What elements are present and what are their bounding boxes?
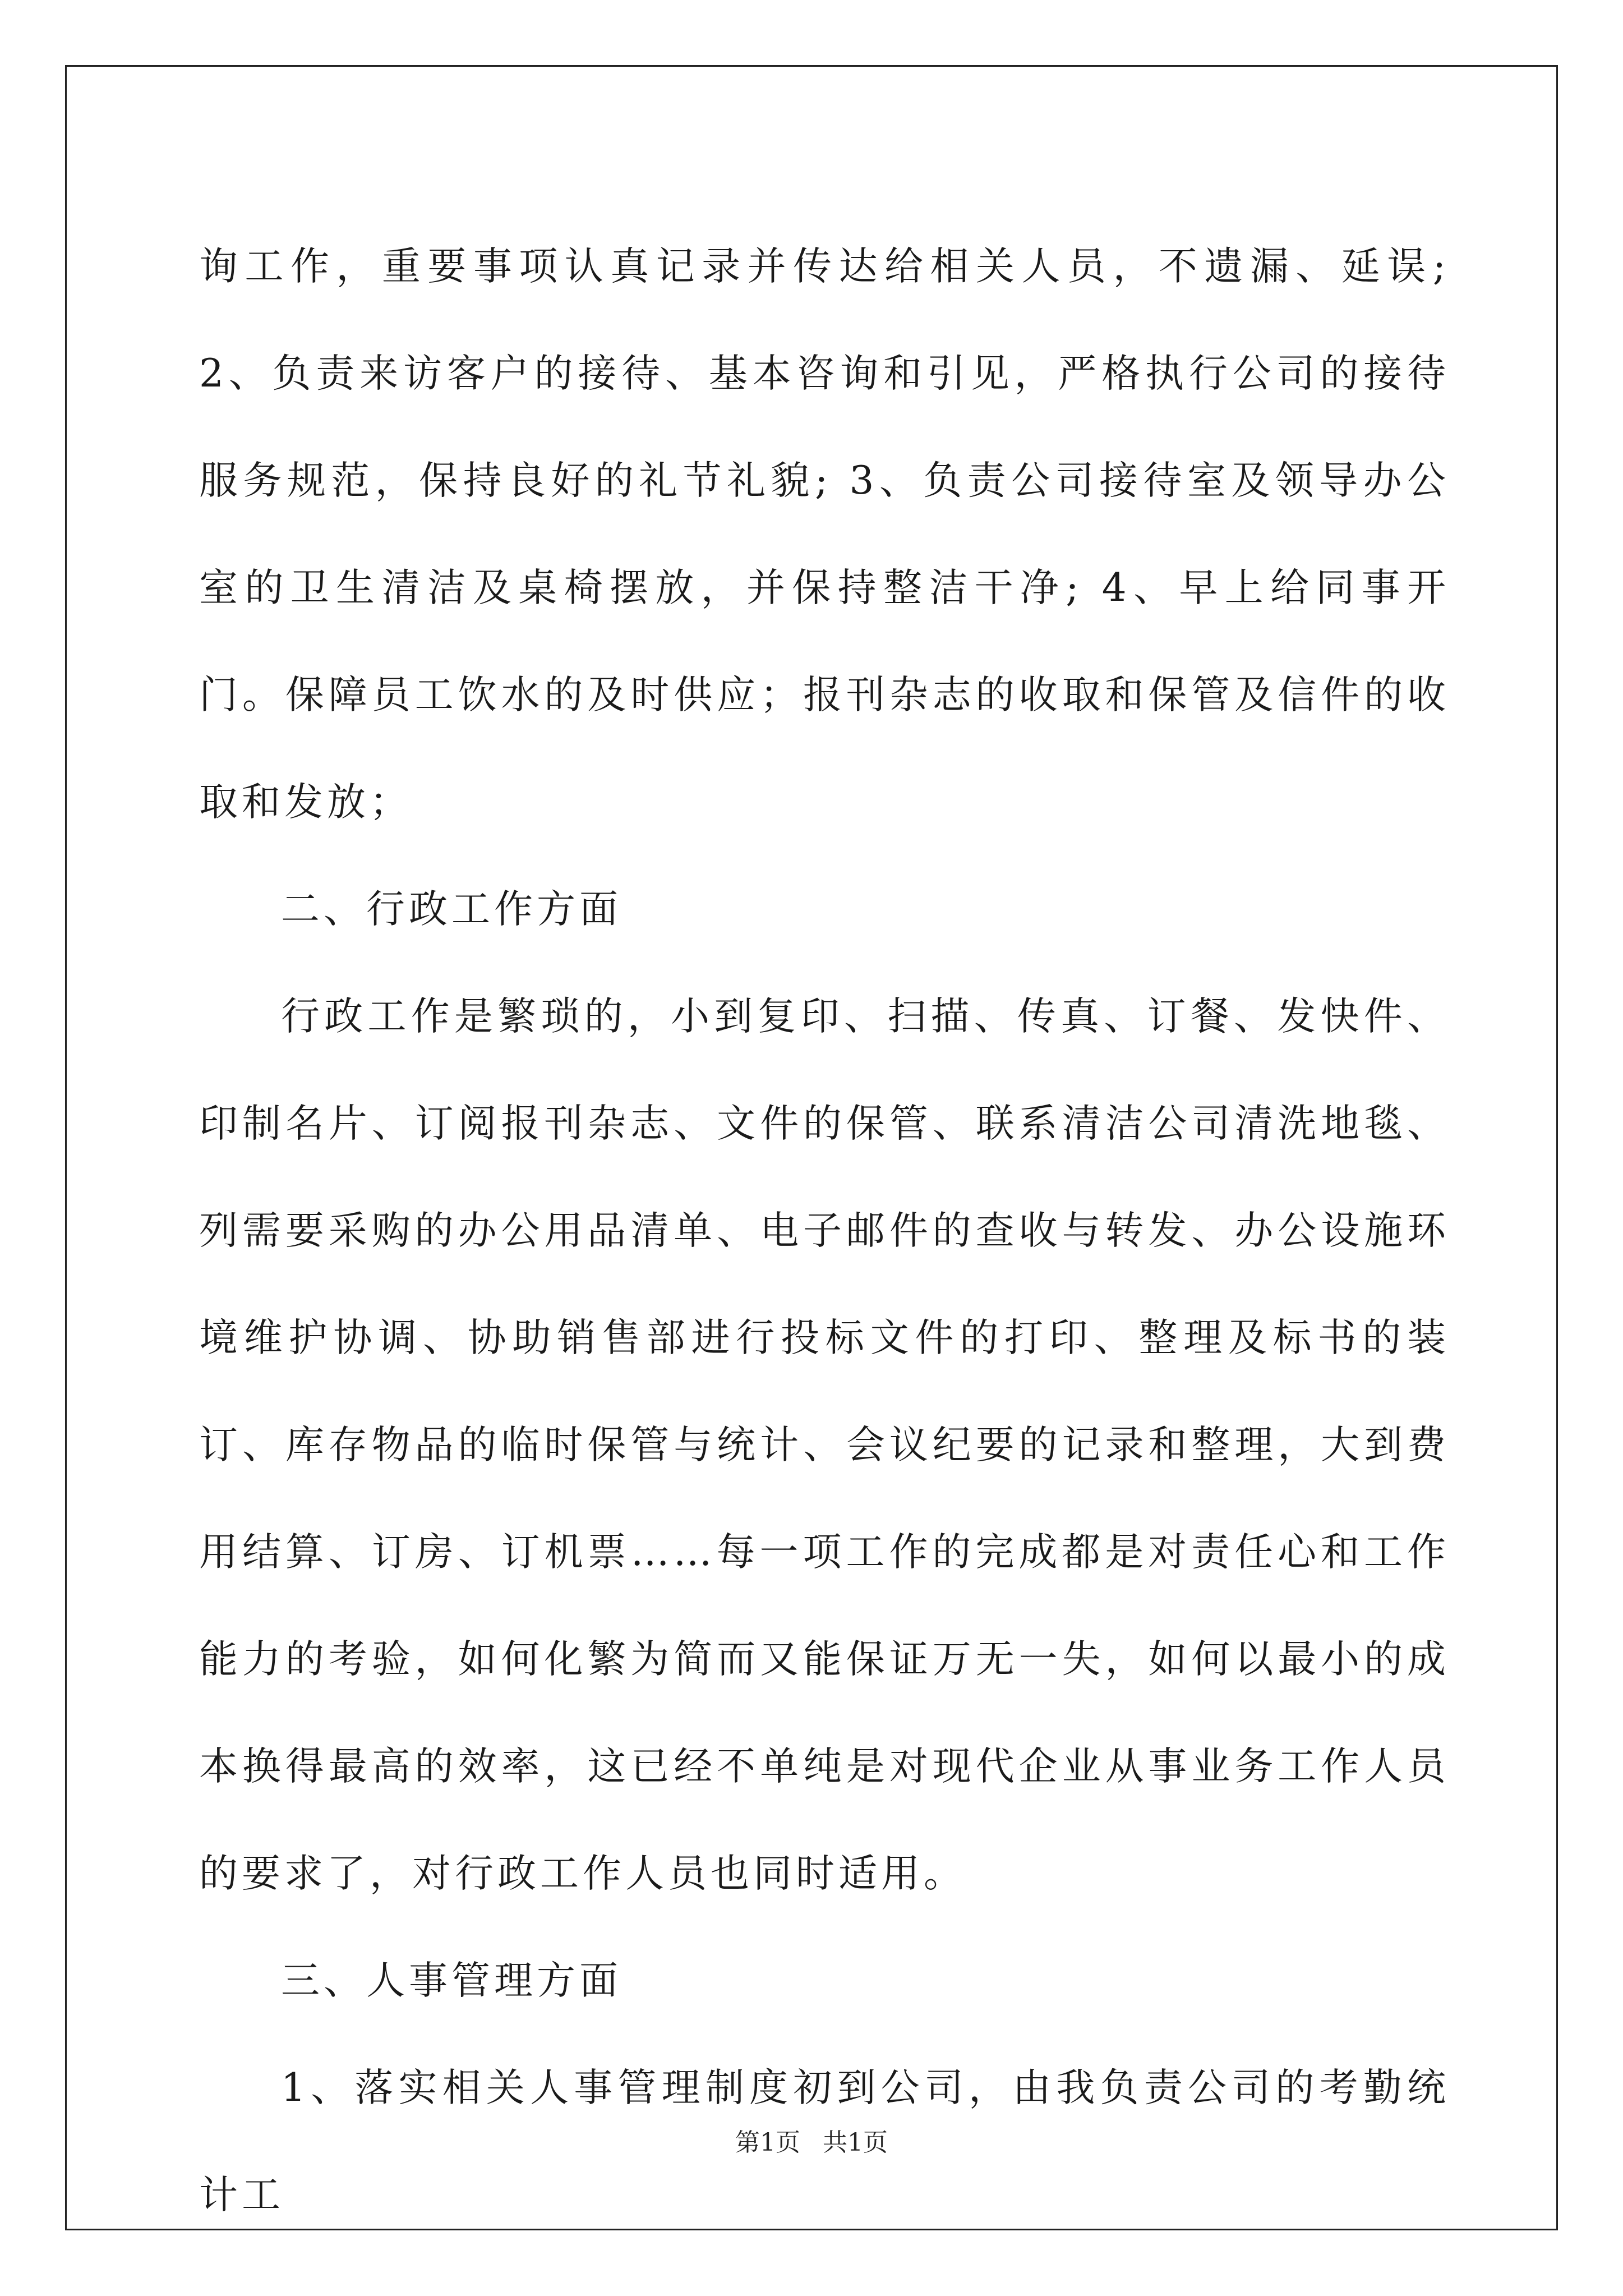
page-number-total: 共1页 bbox=[823, 2128, 888, 2157]
section-heading-personnel: 三、人事管理方面 bbox=[281, 1958, 622, 2003]
section-heading-administrative: 二、行政工作方面 bbox=[281, 887, 622, 932]
paragraph-administrative-work: 行政工作是繁琐的，小到复印、扫描、传真、订餐、发快件、印制名片、订阅报刊杂志、文件的保管、联系清洁公司清洗地毯、列需要采购的办公用品清单、电子邮件的查收与转发、办公设施环境维护协调、协助销售部进行投标文件的打印、整理及标书的装订、库存物品的临时保管与统计、会议纪要的记录和整理，大到费用结算、订房、订机票……每一项工作的完成都是对责任心和工作能力的考验，如何化繁为简而又能保证万无一失，如何以最小的成本换得最高的效率，这已经不单纯是对现代企业从事业务工作人员的要求了，对行政工作人员也同时适用。 bbox=[199, 994, 1450, 1896]
paragraph-duties-continued: 询工作，重要事项认真记录并传达给相关人员，不遗漏、延误; 2、负责来访客户的接待、基本咨询和引见，严格执行公司的接待服务规范，保持良好的礼节礼貌; 3、负责公司接待室及领导办公室的卫生清洁及桌椅摆放，并保持整洁干净; 4、早上给同事开门。保障员工饮水的及时供应；报刊杂志的收取和保管及信件的收取和发放； bbox=[199, 244, 1450, 825]
page-footer bbox=[0, 2127, 1623, 2159]
document-body bbox=[199, 213, 1450, 2249]
paragraph-personnel-item-1: 1、落实相关人事管理制度初到公司，由我负责公司的考勤统计工 bbox=[199, 2065, 1450, 2217]
page-number-current: 第1页 bbox=[735, 2128, 800, 2157]
